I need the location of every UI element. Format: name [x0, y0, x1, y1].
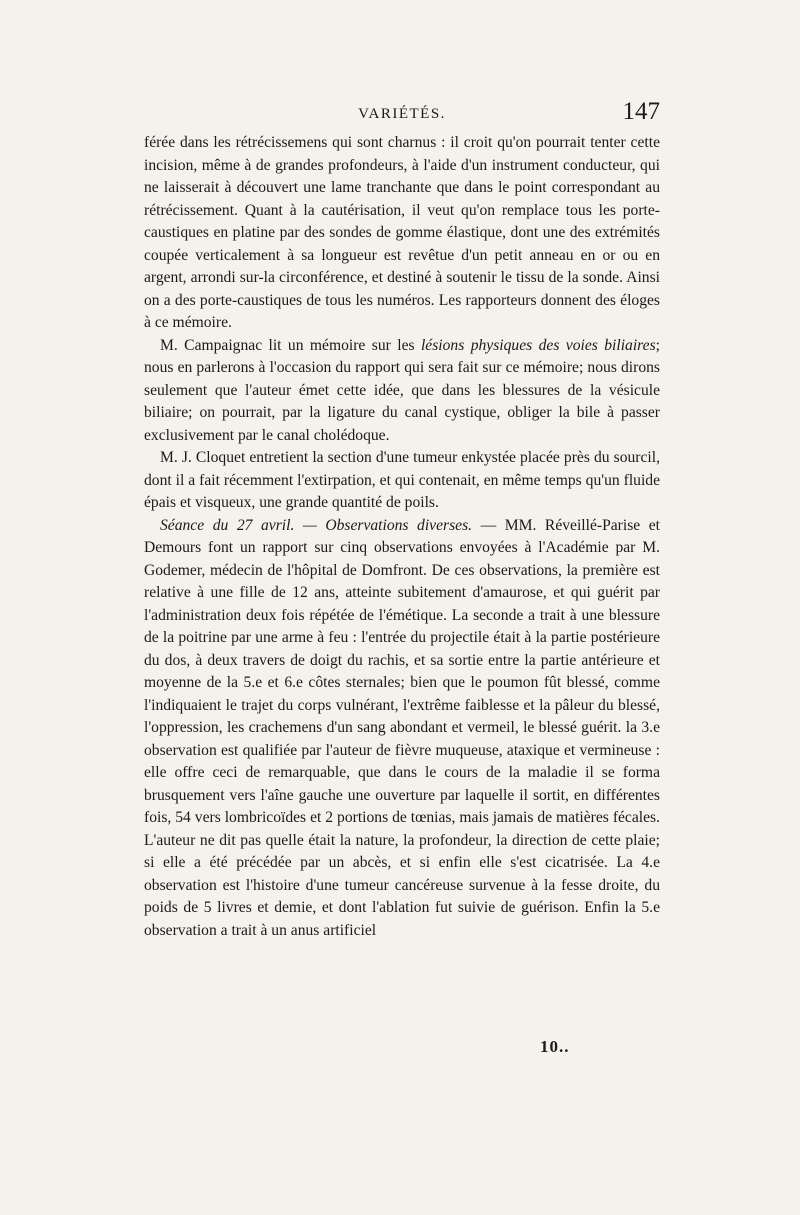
- paragraph-1: férée dans les rétrécissemens qui sont charnus : il croit qu'on pourrait tenter cette incision, même à de grandes profondeurs, à l'aide d'un instrument conducteur, qui ne laisserait à découvert une lame tranchante que dans le point correspondant au rétrécissement. Quant à la cautérisation, il veut qu'on remplace tous les porte-caustiques en platine par des sondes de gomme élastique, dont une des extrémités coupée verticalement à sa longueur est revêtue d'un petit anneau en or ou en argent, arrondi sur-la circonférence, et destiné à soutenir le tissu de la sonde. Ainsi on a des porte-caustiques de tous les numéros. Les rapporteurs donnent des éloges à ce mémoire.: [144, 134, 660, 331]
- paragraph-4: Séance du 27 avril. — Observations diverses. — MM. Réveillé-Parise et Demours font un rapport sur cinq observations envoyées à l'Académie par M. Godemer, médecin de l'hôpital de Domfront. De ces observations, la première est relative à une fille de 12 ans, atteinte subitement d'amaurose, et qui guérit par l'administration deux fois répétée de l'émétique. La seconde a trait à une blessure de la poitrine par une arme à feu : l'entrée du projectile était à la partie postérieure du dos, à deux travers de doigt du rachis, et sa sortie entre la partie antérieure et moyenne de la 5.e et 6.e côtes sternales; bien que le poumon fût blessé, comme l'indiquaient le trajet du corps vulnérant, l'extrême faiblesse et la pâleur du blessé, l'oppression, les crachemens d'un sang abondant et vermeil, le blessé guérit. la 3.e observation est qualifiée par l'auteur de fièvre muqueuse, ataxique et vermineuse : elle offre ceci de remarquable, que dans le cours de la maladie il se forma brusquement vers l'aîne gauche une ouverture par laquelle il sortit, en différentes fois, 54 vers lombricoïdes et 2 portions de tœnias, mais jamais de matières fécales. L'auteur ne dit pas quelle était la nature, la profondeur, la direction de cette plaie; si elle a été précédée par un abcès, et si enfin elle s'est cicatrisée. La 4.e observation est l'histoire d'une tumeur cancéreuse survenue à la fesse droite, du poids de 5 livres et demie, et dont l'ablation fut suivie de guérison. Enfin la 5.e observation a trait à un anus artificiel: [144, 516, 660, 939]
- page-header: [144, 98, 660, 128]
- paragraph-3: M. J. Cloquet entretient la section d'une tumeur enkystée placée près du sourcil, dont il a fait récemment l'extirpation, et qui contenait, en même temps qu'un fluide épais et visqueux, une grande quantité de poils.: [144, 449, 660, 511]
- body-text: [144, 132, 660, 942]
- running-head: VARIÉTÉS.: [358, 106, 446, 122]
- italic-title: lésions physiques des voies biliaires: [420, 336, 656, 354]
- signature-mark: 10..: [540, 1037, 570, 1056]
- session-heading: Séance du 27 avril. — Observations diverses.: [160, 516, 473, 534]
- page-number: 147: [622, 98, 660, 125]
- paragraph-2: M. Campaignac lit un mémoire sur les lésions physiques des voies biliaires; nous en parlerons à l'occasion du rapport qui sera fait sur ce mémoire; nous dirons seulement que l'auteur émet cette idée, que dans les blessures de la vésicule biliaire; on pourrait, par la ligature du canal cystique, obliger la bile à passer exclusivement par le canal cholédoque.: [144, 336, 660, 444]
